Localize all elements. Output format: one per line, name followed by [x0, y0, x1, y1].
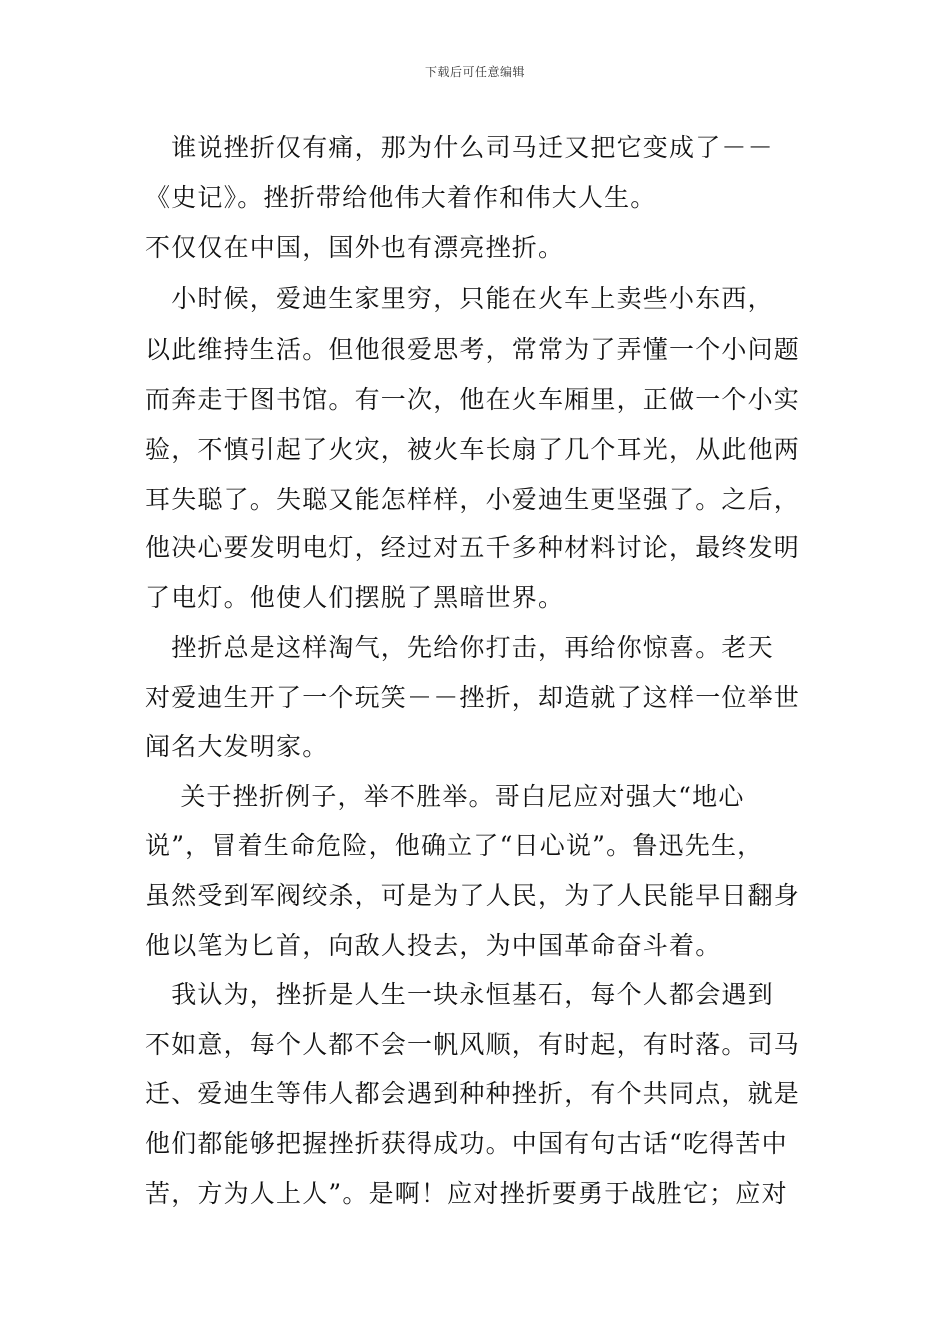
text-line: 耳失聪了。失聪又能怎样样，小爱迪生更坚强了。之后，	[145, 485, 801, 514]
text-line: 虽然受到军阀绞杀，可是为了人民，为了人民能早日翻身	[145, 881, 801, 910]
text-line: 他以笔为匕首，向敌人投去，为中国革命奋斗着。	[145, 931, 722, 960]
text-line: 小时候，爱迪生家里穷，只能在火车上卖些小东西，	[145, 284, 774, 313]
text-line: 关于挫折例子，举不胜举。哥白尼应对强大“地心	[145, 782, 745, 811]
text-line: 闻名大发明家。	[145, 732, 329, 761]
text-line: 谁说挫折仅有痛，那为什么司马迁又把它变成了－－	[145, 133, 774, 162]
text-line: 对爱迪生开了一个玩笑－－挫折，却造就了这样一位举世	[145, 683, 801, 712]
text-line: 不如意，每个人都不会一帆风顺，有时起，有时落。司马	[145, 1030, 801, 1059]
text-line: 以此维持生活。但他很爱思考，常常为了弄懂一个小问题	[145, 335, 801, 364]
text-line: 挫折总是这样淘气，先给你打击，再给你惊喜。老天	[145, 633, 774, 662]
text-line: 他们都能够把握挫折获得成功。中国有句古话“吃得苦中	[145, 1129, 788, 1158]
text-line: 说”，冒着生命危险，他确立了“日心说”。鲁迅先生，	[145, 831, 764, 860]
text-line: 苦，方为人上人”。是啊！应对挫折要勇于战胜它；应对	[145, 1179, 788, 1208]
text-line: 而奔走于图书馆。有一次，他在火车厢里，正做一个小实	[145, 385, 801, 414]
page-header: 下载后可任意编辑	[424, 65, 525, 79]
text-line: 迁、爱迪生等伟人都会遇到种种挫折，有个共同点，就是	[145, 1079, 801, 1108]
text-line: 《史记》。挫折带给他伟大着作和伟大人生。	[145, 183, 657, 212]
text-line: 不仅仅在中国，国外也有漂亮挫折。	[145, 233, 565, 262]
text-line: 了电灯。他使人们摆脱了黑暗世界。	[145, 583, 565, 612]
text-line: 验，不慎引起了火灾，被火车长扇了几个耳光，从此他两	[145, 435, 801, 464]
text-line: 我认为，挫折是人生一块永恒基石，每个人都会遇到	[145, 980, 774, 1009]
text-line: 他决心要发明电灯，经过对五千多种材料讨论，最终发明	[145, 533, 801, 562]
